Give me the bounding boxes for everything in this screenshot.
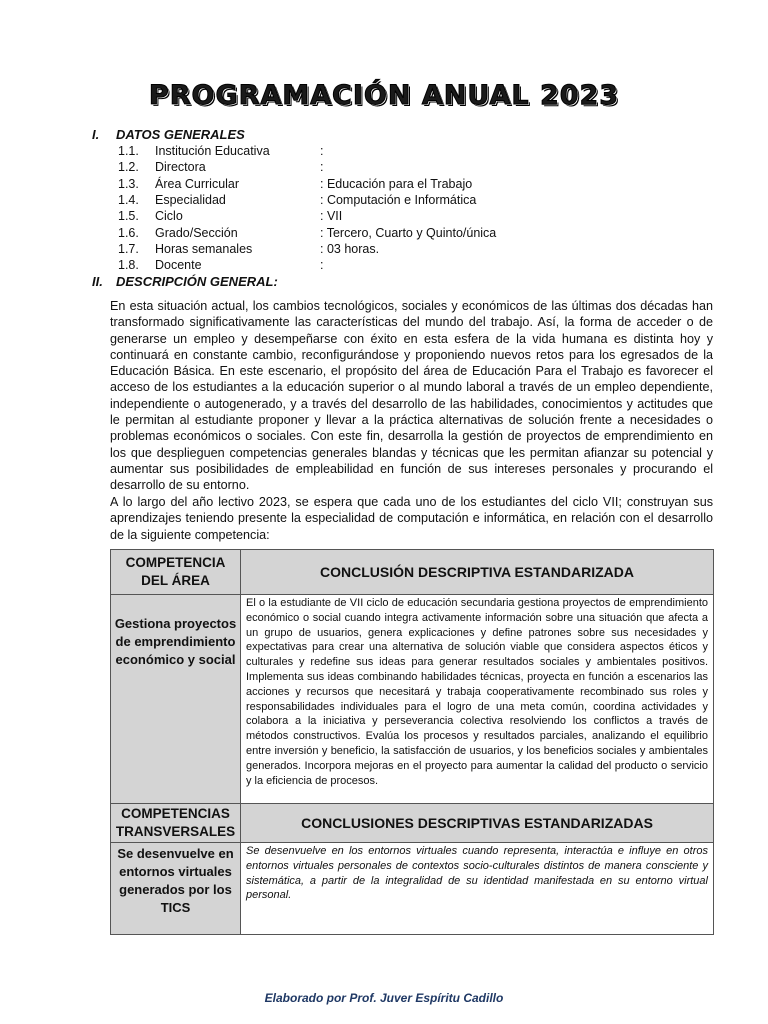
item-value: : VII: [320, 209, 343, 224]
item-label: Directora: [155, 160, 206, 175]
footer-author: Elaborado por Prof. Juver Espíritu Cadillo: [264, 991, 504, 1005]
datos-row: [118, 159, 496, 175]
datos-row: [118, 257, 496, 273]
datos-generales-list: [118, 143, 496, 273]
table-row: [111, 595, 714, 804]
datos-row: [118, 143, 496, 159]
item-value: :: [320, 160, 324, 175]
item-value: : 03 horas.: [320, 241, 380, 256]
item-label: Horas semanales: [155, 241, 253, 256]
table-header-row: [111, 804, 714, 843]
datos-row: [118, 224, 496, 240]
item-number: 1.8.: [118, 258, 139, 273]
competency-table: [110, 549, 714, 935]
item-number: 1.5.: [118, 209, 139, 224]
section-title: DATOS GENERALES: [116, 127, 245, 142]
item-value: : Computación e Informática: [320, 193, 477, 208]
item-number: 1.6.: [118, 225, 139, 240]
header-competencia-area: COMPETENCIA DEL ÁREA: [111, 550, 241, 595]
datos-row: [118, 208, 496, 224]
item-label: Docente: [155, 258, 202, 273]
item-number: 1.1.: [118, 144, 139, 159]
item-number: 1.4.: [118, 193, 139, 208]
item-value: : Tercero, Cuarto y Quinto/única: [320, 225, 497, 240]
document-title: PROGRAMACIÓN ANUAL 2023: [148, 80, 620, 111]
item-label: Especialidad: [155, 193, 226, 208]
item-label: Institución Educativa: [155, 144, 270, 159]
section-number: II.: [92, 274, 103, 289]
item-label: Área Curricular: [155, 176, 240, 191]
datos-row: [118, 241, 496, 257]
item-value: : Educación para el Trabajo: [320, 176, 473, 191]
item-label: Grado/Sección: [155, 225, 238, 240]
transversal-competency-conclusion: Se desenvuelve en los entornos virtuales cuando representa, interactúa e influye en otros entornos virtuales personales de contextos socio-culturales distintos de manera consciente y sistemática, a partir de la integralidad de su identidad manifestada en su entorno virtual personal.: [241, 843, 714, 935]
competency-name: Gestiona proyectos de emprendimiento económico y social: [111, 595, 241, 804]
item-value: :: [320, 258, 324, 273]
item-number: 1.7.: [118, 241, 139, 256]
header-conclusion-descriptiva: CONCLUSIÓN DESCRIPTIVA ESTANDARIZADA: [241, 550, 714, 595]
item-value: :: [320, 144, 324, 159]
section-heading-descripcion-general: [92, 274, 278, 289]
datos-row: [118, 176, 496, 192]
header-conclusiones-descriptivas: CONCLUSIONES DESCRIPTIVAS ESTANDARIZADAS: [241, 804, 714, 843]
section-number: I.: [92, 127, 100, 142]
item-label: Ciclo: [155, 209, 183, 224]
section-title: DESCRIPCIÓN GENERAL:: [116, 274, 278, 289]
datos-row: [118, 192, 496, 208]
section-heading-datos-generales: [92, 127, 245, 142]
description-paragraph-2: A lo largo del año lectivo 2023, se espera que cada uno de los estudiantes del ciclo VII; construyan sus aprendizajes teniendo presente la especialidad de computación e informática, en relación con el desarrollo de la siguiente competencia:: [110, 495, 713, 542]
item-number: 1.3.: [118, 176, 139, 191]
description-paragraph: En esta situación actual, los cambios tecnológicos, sociales y económicos de las últimas dos décadas han transformado significativamente las características del mundo del trabajo. Así, la forma de acceder o de generarse un empleo y desempeñarse con éxito en esta esfera de la vida humana es distinta hoy y continuará en constante cambio, reconfigurándose y proponiendo nuevos retos para los egresados de la Educación Básica. En este escenario, el propósito del área de Educación Para el Trabajo es favorecer el acceso de los estudiantes a la educación superior o al mundo laboral a través de un empleo dependiente, independiente o autogenerado, y a través del desarrollo de las habilidades, conocimientos y actitudes que le permitan al estudiante proponer y llevar a la práctica alternativas de solución frente a necesidades o problemas económicos o sociales. Con este fin, desarrolla la gestión de proyectos de emprendimiento en los que desplieguen competencias generales blandas y técnicas que les permitan afianzar su potencial y aumentar sus posibilidades de empleabilidad en función de sus intereses personales y procurando el desarrollo de su entorno.: [110, 299, 713, 493]
table-row: [111, 843, 714, 935]
item-number: 1.2.: [118, 160, 139, 175]
competency-conclusion: El o la estudiante de VII ciclo de educación secundaria gestiona proyectos de emprendimiento económico o social cuando integra activamente información sobre una situación que afecta a un grupo de usuarios, genera explicaciones y define patrones sobre sus necesidades y expectativas para crear una alternativa de solución viable que considera aspectos éticos y culturales y redefine sus ideas para generar resultados sociales y ambientales positivos. Implementa sus ideas combinando habilidades técnicas, proyecta en función a escenarios las acciones y recursos que necesitará y trabaja cooperativamente recombinado sus roles y responsabilidades individuales para el logro de una meta común, coordina actividades y colabora a la iniciativa y perseverancia colectiva resolviendo los conflictos a través de métodos constructivos. Evalúa los procesos y resultados parciales, analizando el equilibrio entre inversión y beneficio, la satisfacción de usuarios, y los beneficios sociales y ambientales generados. Incorpora mejoras en el proyecto para aumentar la calidad del producto o servicio y la eficiencia de procesos.: [241, 595, 714, 804]
table-header-row: [111, 550, 714, 595]
transversal-competency-name: Se desenvuelve en entornos virtuales generados por los TICS: [111, 843, 241, 935]
header-competencias-transversales: COMPETENCIAS TRANSVERSALES: [111, 804, 241, 843]
